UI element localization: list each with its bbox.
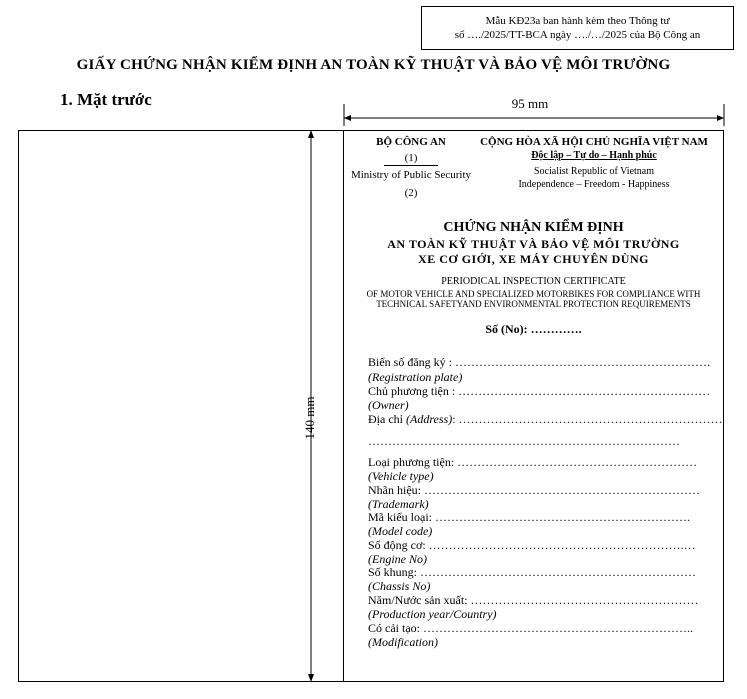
address-label: Địa chỉ: [368, 412, 406, 426]
form-reference-line1: Mẫu KĐ23a ban hành kèm theo Thông tư: [485, 15, 670, 27]
header-left-divider: [384, 165, 438, 167]
fold-line: [343, 130, 344, 682]
registration-plate-label-en: (Registration plate): [368, 370, 463, 384]
width-dimension-arrow: [340, 104, 730, 126]
production-year-field: Năm/Nước sản xuất: …………………………………………………: [368, 593, 699, 607]
national-motto-en: Independence – Freedom - Happiness: [518, 179, 670, 190]
production-year-label-en: (Production year/Country): [368, 607, 497, 621]
engine-number-field: Số động cơ: ……………………………………………………….…: [368, 538, 696, 552]
vehicle-type-field: Loại phương tiện: ……………………………………………………: [368, 455, 698, 469]
form-reference-line2: số …./2025/TT-BCA ngày …./…/2025 của Bộ Công an: [454, 29, 701, 41]
trademark-field: Nhãn hiệu: ……………………………………………………………: [368, 483, 700, 497]
certificate-subtitle-en-2: TECHNICAL SAFETYAND ENVIRONMENTAL PROTECTION REQUIREMENTS: [376, 299, 691, 309]
modification-label-en: (Modification): [368, 635, 438, 649]
modification-field: Có cải tạo: …………………………………………………………..: [368, 621, 693, 635]
width-dimension-label: 95 mm: [511, 96, 549, 111]
trademark-label-en: (Trademark): [368, 497, 429, 511]
owner-label-en: (Owner): [368, 398, 409, 412]
form-reference-note: [421, 6, 734, 50]
document-title: GIẤY CHỨNG NHẬN KIỂM ĐỊNH AN TOÀN KỸ THUẬT VÀ BẢO VỆ MÔI TRƯỜNG: [76, 57, 671, 73]
ministry-name: BỘ CÔNG AN: [376, 136, 446, 148]
certificate-title: CHỨNG NHẬN KIỂM ĐỊNH: [443, 220, 624, 235]
registration-plate-field: Biển số đăng ký : ……………………………………………………….: [368, 355, 710, 369]
model-code-field: Mã kiểu loại: ……………………………………………………….: [368, 510, 690, 524]
chassis-number-label-en: (Chassis No): [368, 579, 431, 593]
header-right: [474, 136, 714, 191]
vehicle-type-label-en: (Vehicle type): [368, 469, 434, 483]
owner-field: Chủ phương tiện : ………………………………………………………: [368, 384, 711, 398]
reference-2: (2): [404, 187, 418, 199]
address-label-en: (Address): [406, 412, 453, 426]
reference-1: (1): [404, 152, 418, 164]
country-name-en: Socialist Republic of Vietnam: [533, 166, 655, 177]
certificate-number: Số (No): ………….: [485, 322, 582, 336]
model-code-label-en: (Model code): [368, 524, 433, 538]
height-dimension-label: 140 mm: [302, 396, 317, 440]
header-left: [346, 136, 476, 200]
certificate-subtitle-2: XE CƠ GIỚI, XE MÁY CHUYÊN DÙNG: [418, 252, 649, 266]
country-name: CỘNG HÒA XÃ HỘI CHỦ NGHĨA VIỆT NAM: [480, 136, 708, 148]
ministry-name-en: Ministry of Public Security: [350, 169, 472, 181]
certificate-subtitle-en-1: OF MOTOR VEHICLE AND SPECIALIZED MOTORBIKES FOR COMPLIANCE WITH: [366, 289, 701, 299]
address-dots: : …………………………………………………………: [452, 412, 723, 426]
certificate-title-en: PERIODICAL INSPECTION CERTIFICATE: [441, 276, 626, 287]
national-motto: Độc lập – Tự do – Hạnh phúc: [531, 150, 657, 161]
address-field: [368, 413, 723, 426]
chassis-number-field: Số khung: ……………………………………………………………: [368, 565, 697, 579]
address-line-2: ……………………………………………………………………: [368, 434, 680, 448]
certificate-subtitle-1: AN TOÀN KỸ THUẬT VÀ BẢO VỆ MÔI TRƯỜNG: [387, 237, 680, 251]
section-title: 1. Mặt trước: [60, 90, 152, 109]
engine-number-label-en: (Engine No): [368, 552, 427, 566]
